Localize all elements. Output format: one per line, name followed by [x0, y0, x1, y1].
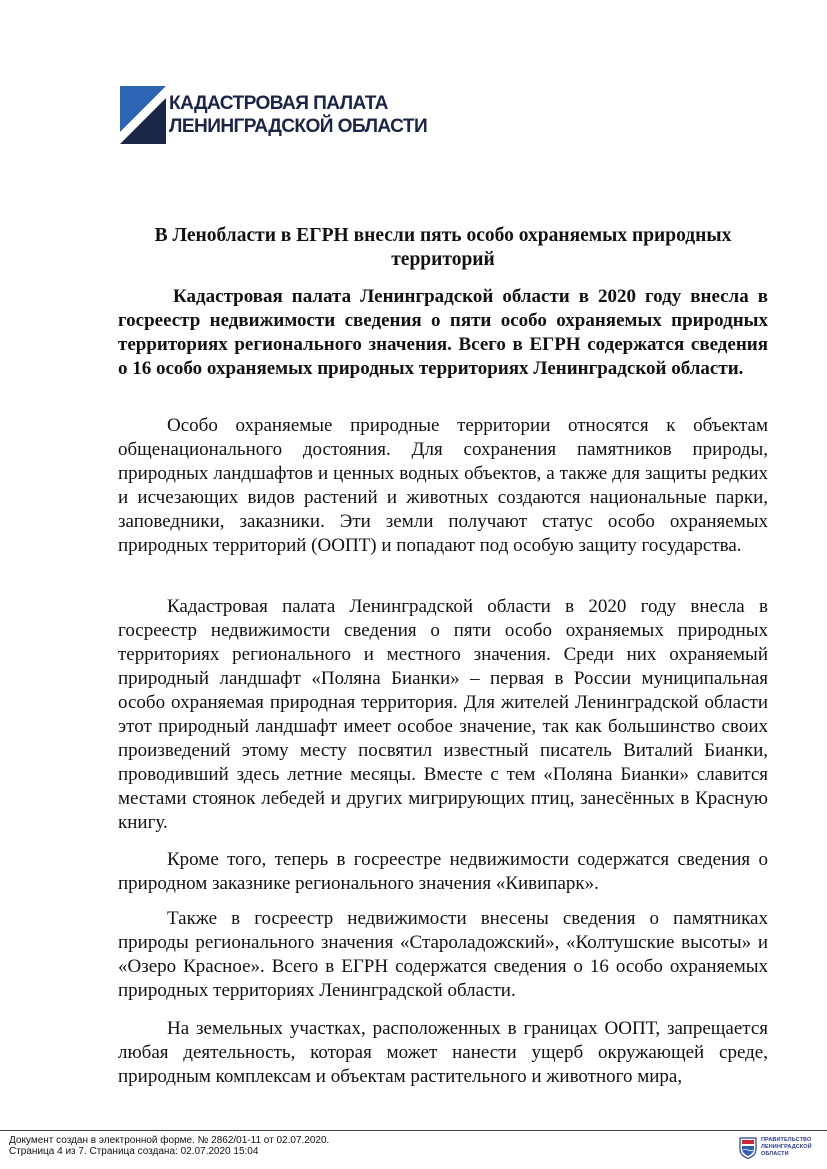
kadastr-logo: [120, 86, 460, 144]
gov-line-3: ОБЛАСТИ: [761, 1150, 789, 1157]
kadastr-logo-text: [169, 92, 432, 138]
footer-info: [9, 1135, 329, 1157]
kadastr-logo-icon: [120, 86, 166, 144]
government-logo-text: [761, 1137, 812, 1157]
paragraph-5: На земельных участках, расположенных в границах ООПТ, запрещается любая деятельность, которая может нанести ущерб окружающей среде, природным комплексам и объектам растительного и животного мира,: [118, 1018, 768, 1087]
paragraph-4: Также в госреестр недвижимости внесены сведения о памятниках природы регионального значения «Староладожский», «Колтушские высоты» и «Озеро Красное». Всего в ЕГРН содержатся сведения о 16 особо охраняемых природных территориях Ленинградской области.: [118, 908, 768, 1001]
paragraph-2: Кадастровая палата Ленинградской области в 2020 году внесла в госреестр недвижимости сведения о пяти особо охраняемых природных территориях регионального и местного значения. Среди них охраняемый природный ландшафт «Поляна Бианки» – первая в России муниципальная особо охраняемая природная территория. Для жителей Ленинградской области этот природный ландшафт имеет особое значение, так как большинство своих произведений этому месту посвятил известный писатель Виталий Бианки, проводивший здесь летние месяцы. Вместе с тем «Поляна Бианки» славится местами стоянок лебедей и других мигрирующих птиц, занесённых в Красную книгу.: [118, 596, 768, 833]
gov-line-1: ПРАВИТЕЛЬСТВО: [761, 1137, 812, 1143]
footer-divider: [0, 1130, 827, 1131]
footer-document-line: Документ создан в электронной форме. № 2862/01-11 от 02.07.2020.: [9, 1135, 330, 1146]
gov-line-2: ЛЕНИНГРАДСКОЙ: [761, 1143, 812, 1150]
government-logo: [739, 1137, 821, 1163]
paragraph-1: Особо охраняемые природные территории относятся к объектам общенационального достояния. Для сохранения памятников природы, природных ландшафтов и ценных водных объектов, а также для защиты редких и исчезающих видов растений и животных создаются национальные парки, заповедники, заказники. Эти земли получают статус особо охраняемых природных территорий (ООПТ) и попадают под особую защиту государства.: [118, 415, 768, 556]
article-title: В Ленобласти в ЕГРН внесли пять особо охраняемых природных территорий: [154, 225, 732, 270]
logo-line-2: ЛЕНИНГРАДСКОЙ ОБЛАСТИ: [169, 115, 428, 137]
coat-of-arms-icon: [739, 1137, 757, 1159]
logo-line-1: КАДАСТРОВАЯ ПАЛАТА: [169, 92, 388, 114]
paragraph-3: Кроме того, теперь в госреестре недвижимости содержатся сведения о природном заказнике регионального значения «Кивипарк».: [118, 849, 768, 894]
footer-page-line: Страница 4 из 7. Страница создана: 02.07.2020 15:04: [9, 1146, 259, 1157]
article-lead: Кадастровая палата Ленинградской области в 2020 году внесла в госреестр недвижимости сведения о пяти особо охраняемых природных территориях регионального значения. Всего в ЕГРН содержатся сведения о 16 особо охраняемых природных территориях Ленинградской области.: [118, 286, 768, 379]
